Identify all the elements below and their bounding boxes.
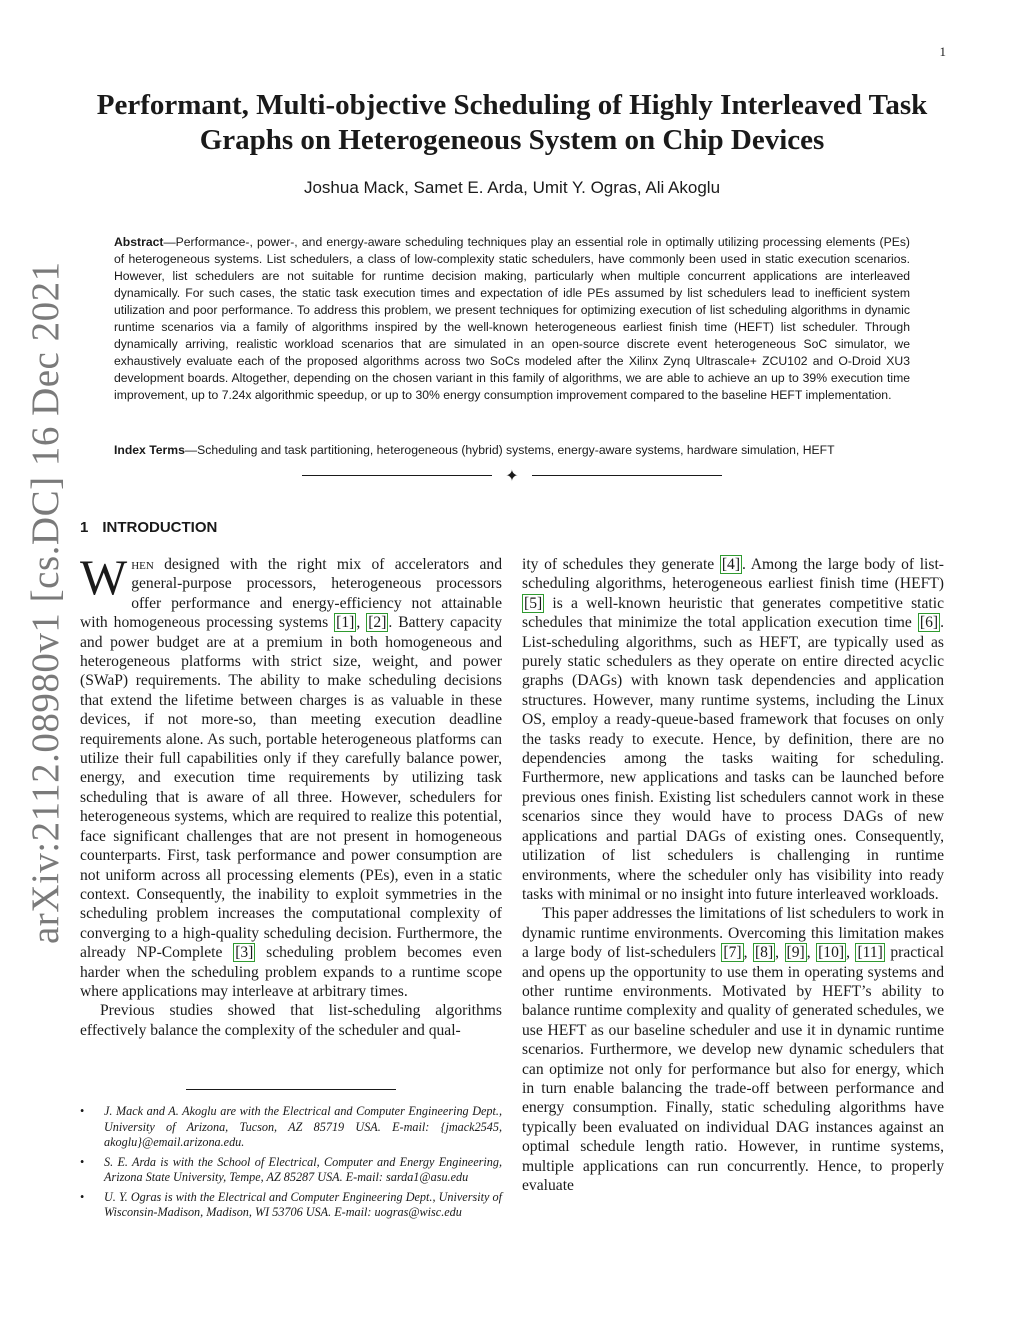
left-column xyxy=(80,549,503,1040)
lead-in-smallcaps: hen xyxy=(131,556,154,573)
citation-separator: , xyxy=(846,944,856,962)
section-title-initial: I xyxy=(102,519,107,536)
section-divider xyxy=(302,466,722,486)
citation-separator: , xyxy=(775,944,785,962)
citation-link[interactable]: [8] xyxy=(754,944,774,962)
arxiv-identifier: arXiv:2112.08980v1 [cs.DC] 16 Dec 2021 xyxy=(24,261,67,944)
author-list: Joshua Mack, Samet E. Arda, Umit Y. Ogras, Ali Akoglu xyxy=(303,178,721,197)
index-terms-label: Index Terms xyxy=(114,443,185,457)
author-affiliation-footnotes xyxy=(80,1104,502,1225)
citation-link[interactable]: [11] xyxy=(857,944,883,962)
citation-link[interactable]: [7] xyxy=(723,944,742,962)
index-terms xyxy=(114,442,910,459)
citation-link[interactable]: [6] xyxy=(919,614,939,632)
intro-paragraph-4 xyxy=(522,904,944,1195)
drop-cap: W xyxy=(80,549,128,605)
index-terms-text: —Scheduling and task partitioning, heterogeneous (hybrid) systems, energy-aware systems, hardware simulation, HEFT xyxy=(184,443,835,457)
bullet-icon: • xyxy=(80,1189,85,1204)
intro-text-segment: scheduling problem becomes even harder when the scheduling problem expands to a runtime scope where applications may interleave at arbitrary times. xyxy=(80,944,502,1000)
footnote-text: S. E. Arda is with the School of Electrical, Computer and Energy Engineering, Arizona State University, Tempe, AZ 85287 USA. E-mail: sarda1@asu.edu xyxy=(104,1154,502,1184)
intro-text-segment: is a well-known heuristic that generates competitive static schedules that minimize the total application execution time xyxy=(522,594,944,632)
intro-text-segment: . Battery capacity and power budget are at a premium in both homogeneous and heterogeneous platforms with strict size, weight, and power (SWaP) requirements. The ability to make scheduling decisions that extend the lifetime between charges is as valuable in these devices, if not more-so, than meeting execution deadline requirements alone. As such, portable heterogeneous platforms can utilize their full capabilities only if they carefully balance power, energy, and execution time requirements by utilizing task scheduling that is aware of all three. However, schedulers for heterogeneous systems, which are required to realize this potential, face significant challenges that are not present in homogeneous counterparts. First, task performance and power consumption are not uniform across all processing elements (PEs), even in a static context. Consequently, the inability to exploit symmetries in the scheduling problem increases the computational complexity of converging to a high-quality scheduling decision. Furthermore, the already NP-Complete xyxy=(80,614,503,962)
page-number: 1 xyxy=(939,44,946,59)
intro-text-segment: . List-scheduling algorithms, such as HEFT, are typically used as purely static schedulers as they operate on entire directed acyclic graphs (DAGs) with known task dependencies and application structures. However, many runtime systems, including the Linux OS, employ a ready-queue-based framework that focuses on only the tasks ready to execute. Hence, by definition, there are no dependencies among the tasks waiting for scheduling. Furthermore, new applications and tasks can be launched before previous ones finish. Existing list schedulers cannot work in these scenarios since they would have to process DAGs of new applications and partial DAGs of existing ones. Consequently, utilization of list schedulers is challenging in runtime environments, where the scheduler only has visibility into ready tasks with minimal or no insight into future interleaved workloads. xyxy=(522,614,944,903)
intro-paragraph-2: Previous studies showed that list-scheduling algorithms effectively balance the complexity of the scheduler and qual- xyxy=(80,1002,502,1039)
abstract xyxy=(114,234,910,404)
footnote-item xyxy=(80,1190,502,1221)
citation-link[interactable]: [10] xyxy=(818,944,845,962)
footnote-item xyxy=(80,1104,502,1151)
citation-link[interactable]: [5] xyxy=(524,594,543,612)
intro-text-segment: This paper addresses the limitations of list schedulers to work in dynamic runtime environments. Overcoming this limitation makes a large body of list-schedulers xyxy=(522,905,944,962)
footnote-rule xyxy=(186,1089,396,1090)
abstract-label: Abstract xyxy=(114,235,164,249)
citation-link[interactable]: [3] xyxy=(235,944,254,962)
citation-link[interactable]: [9] xyxy=(786,944,805,962)
bullet-icon: • xyxy=(80,1154,85,1169)
paper-title: Performant, Multi-objective Scheduling of Highly Interleaved Task Graphs on Heterogeneous System on Chip Devices xyxy=(96,89,928,156)
right-column xyxy=(522,555,944,1195)
intro-paragraph-3 xyxy=(522,555,944,904)
citation-separator: , xyxy=(356,614,367,632)
section-title-rest: NTRODUCTION xyxy=(106,519,218,536)
citation-link[interactable]: [1] xyxy=(336,614,355,632)
citation-link[interactable]: [2] xyxy=(368,614,387,632)
section-number: 1 xyxy=(80,519,89,536)
section-heading-introduction xyxy=(80,519,217,536)
footnote-item xyxy=(80,1155,502,1186)
footnote-text: U. Y. Ogras is with the Electrical and Computer Engineering Dept., University of Wisconsin-Madison, Madison, WI 53706 USA. E-mail: uogras@wisc.edu xyxy=(104,1189,502,1219)
citation-separator: , xyxy=(806,944,817,962)
citation-link[interactable]: [4] xyxy=(721,556,741,573)
divider-rule-left xyxy=(302,475,492,476)
citation-separator: , xyxy=(743,944,753,962)
abstract-text: —Performance-, power-, and energy-aware scheduling techniques play an essential role in optimally utilizing processing elements (PEs) of heterogeneous systems. List schedulers, a class of low-complexity static schedulers, have commonly been used in static execution scenarios. However, list schedulers are not suitable for runtime decision making, particularly when multiple concurrent applications are interleaved dynamically. For such cases, the static task execution times and expectation of idle PEs assumed by list schedulers lead to inefficient system utilization and poor performance. To address this problem, we present techniques for optimizing execution of list scheduling algorithms in dynamic runtime scenarios via a family of algorithms inspired by the well-known heterogeneous earliest finish time (HEFT) list scheduler. Through dynamically arriving, realistic workload scenarios that are simulated in an open-source discrete event heterogeneous SoC simulator, we exhaustively evaluate each of the proposed algorithms across two SoCs modeled after the Xilinx Zynq Ultrascale+ ZCU102 and O-Droid XU3 development boards. Altogether, depending on the chosen variant in this family of algorithms, we are able to achieve an up to 39% execution time improvement, up to 7.24x algorithmic speedup, or up to 30% energy consumption improvement compared to the baseline HEFT implementation. xyxy=(114,235,910,402)
intro-paragraph-1 xyxy=(80,549,503,1001)
intro-text-segment: . Among the large body of list-scheduling algorithms, heterogeneous earliest finish time (HEFT) xyxy=(522,556,944,593)
bullet-icon: • xyxy=(80,1104,85,1118)
intro-text-segment: practical and opens up the opportunity to use them in operating systems and other runtime environments. Motivated by HEFT’s ability to balance runtime complexity and quality of generated schedules, we use HEFT as our baseline scheduler and use it in dynamic runtime scenarios. Furthermore, we develop new dynamic schedulers that can optimize not only for performance but also for energy, which in turn enable balancing the trade-off between performance and energy consumption. Finally, static scheduling algorithms have typically been evaluated on individual DAG instances against an optimal schedule length ratio. However, in runtime systems, multiple applications can run concurrently. Hence, to properly evaluate xyxy=(522,944,945,1194)
footnote-text: J. Mack and A. Akoglu are with the Electrical and Computer Engineering Dept., University of Arizona, Tucson, AZ 85719 USA. E-mail: {jmack2545, akoglu}@email.arizona.edu. xyxy=(104,1104,502,1149)
intro-text-segment: ity of schedules they generate xyxy=(522,556,720,573)
divider-ornament-icon: ✦ xyxy=(505,466,519,485)
divider-rule-right xyxy=(532,475,722,476)
intro-text-segment: designed with the right mix of accelerators and general-purpose processors, heterogeneous processors offer performance and energy-efficiency not attainable with homogeneous processing systems xyxy=(80,556,502,632)
